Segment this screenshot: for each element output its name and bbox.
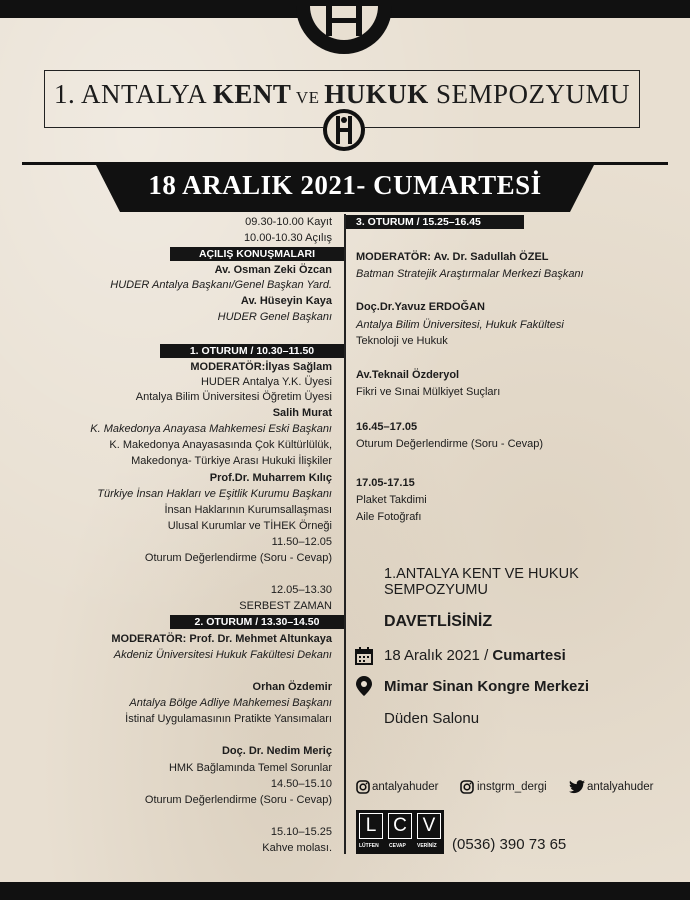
- invited-label: DAVETLİSİNİZ: [384, 613, 493, 630]
- coffee-break-label: Kahve molası.: [262, 842, 332, 854]
- evaluation-label: Oturum Değerlendirme (Soru - Cevap): [144, 552, 332, 564]
- speaker-name: Av. Osman Zeki Özcan: [214, 264, 332, 276]
- speaker-name: Salih Murat: [272, 407, 332, 419]
- evaluation-label: Oturum Değerlendirme (Soru - Cevap): [144, 794, 332, 806]
- session-3-header: 3. OTURUM / 15.25–16.45: [346, 215, 524, 229]
- family-photo-label: Aile Fotoğrafı: [356, 511, 422, 523]
- calendar-icon: [355, 647, 373, 665]
- speech-topic: Ulusal Kurumlar ve TİHEK Örneği: [167, 520, 332, 532]
- symposium-title: 1. ANTALYA KENT VE HUKUK SEMPOZYUMU: [53, 79, 631, 109]
- speech-topic: İstinaf Uygulamasının Pratikte Yansımaları: [125, 713, 332, 725]
- session-1-header: 1. OTURUM / 10.30–11.50: [160, 344, 344, 358]
- moderator-title: Batman Stratejik Araştırmalar Merkezi Başkanı: [356, 268, 584, 280]
- invite-title-line2: SEMPOZYUMU: [384, 582, 488, 598]
- moderator-name: MODERATÖR: Prof. Dr. Mehmet Altunkaya: [111, 633, 332, 645]
- speaker-name: Doç. Dr. Nedim Meriç: [221, 745, 332, 757]
- speaker-title: HUDER Genel Başkanı: [217, 311, 332, 323]
- speaker-title: Antalya Bölge Adliye Mahkemesi Başkanı: [129, 697, 332, 709]
- invite-date-text: 18 Aralık 2021: [384, 647, 480, 664]
- lcv-letter-c: C: [388, 813, 412, 839]
- rsvp-phone[interactable]: (0536) 390 73 65: [452, 836, 567, 853]
- speaker-name: Av.Teknail Özderyol: [356, 369, 460, 381]
- evaluation-time: 11.50–12.05: [271, 536, 332, 548]
- evaluation-time: 14.50–15.10: [270, 778, 332, 790]
- lcv-sub-2: CEVAP: [389, 843, 406, 849]
- registration-time: 09.30-10.00 Kayıt: [245, 216, 332, 228]
- invite-title-line1: 1.ANTALYA KENT VE HUKUK: [384, 566, 579, 582]
- instagram-icon: [356, 780, 370, 794]
- lcv-sub-1: LÜTFEN: [359, 843, 379, 849]
- moderator-title: HUDER Antalya Y.K. Üyesi: [200, 376, 332, 388]
- evaluation-time: 16.45–17.05: [356, 421, 418, 433]
- venue-name: Mimar Sinan Kongre Merkezi: [384, 678, 590, 695]
- moderator-name: MODERATÖR:İlyas Sağlam: [190, 361, 332, 373]
- speaker-name: Doç.Dr.Yavuz ERDOĞAN: [356, 301, 485, 313]
- plaque-time: 17.05-17.15: [356, 477, 415, 489]
- event-date: 18 ARALIK 2021- CUMARTESİ: [148, 170, 542, 200]
- location-pin-icon: [356, 676, 372, 696]
- speech-topic: HMK Bağlamında Temel Sorunlar: [168, 762, 332, 774]
- speech-topic: İnsan Haklarının Kurumsallaşması: [164, 504, 332, 516]
- coffee-break-time: 15.10–15.25: [270, 826, 332, 838]
- speaker-title: Antalya Bilim Üniversitesi, Hukuk Fakültesi: [356, 319, 564, 331]
- session-2-header: 2. OTURUM / 13.30–14.50: [170, 615, 344, 629]
- opening-speeches-header: AÇILIŞ KONUŞMALARI: [170, 247, 344, 261]
- hall-name: Düden Salonu: [384, 710, 480, 727]
- speech-topic: Makedonya- Türkiye Arası Hukuki İlişkiler: [131, 455, 332, 467]
- invite-date: 18 Aralık 2021 / Cumartesi: [384, 647, 566, 664]
- twitter-icon: [569, 780, 585, 794]
- opening-time: 10.00-10.30 Açılış: [243, 232, 332, 244]
- bottom-bar: [0, 882, 690, 900]
- speech-topic: Teknoloji ve Hukuk: [356, 335, 448, 347]
- lcv-letter-l: L: [359, 813, 383, 839]
- speaker-name: Orhan Özdemir: [252, 681, 332, 693]
- instagram-icon: [460, 780, 474, 794]
- invite-day-text: Cumartesi: [492, 647, 566, 664]
- moderator-name: MODERATÖR: Av. Dr. Sadullah ÖZEL: [356, 251, 549, 263]
- speaker-title: Türkiye İnsan Hakları ve Eşitlik Kurumu Başkanı: [97, 488, 332, 500]
- lcv-sub-3: VERİNİZ: [417, 843, 437, 849]
- lcv-letter-v: V: [417, 813, 441, 839]
- speech-topic: K. Makedonya Anayasasında Çok Kültürlülük,: [109, 439, 332, 451]
- moderator-title: Antalya Bilim Üniversitesi Öğretim Üyesi: [135, 391, 332, 403]
- speaker-title: K. Makedonya Anayasa Mahkemesi Eski Başkanı: [90, 423, 332, 435]
- huder-logo-top-icon: [292, 6, 396, 58]
- huder-logo-icon: [322, 108, 366, 152]
- instagram-handle[interactable]: antalyahuder: [372, 781, 439, 793]
- speech-topic: Fikri ve Sınai Mülkiyet Suçları: [356, 386, 501, 398]
- invite-title: [384, 566, 579, 598]
- lcv-logo: [356, 810, 444, 854]
- speaker-name: Av. Hüseyin Kaya: [240, 295, 332, 307]
- instagram-handle[interactable]: instgrm_dergi: [477, 781, 547, 793]
- speaker-name: Prof.Dr. Muharrem Kılıç: [209, 472, 332, 484]
- speaker-title: HUDER Antalya Başkanı/Genel Başkan Yard.: [110, 279, 332, 291]
- column-divider: [344, 214, 346, 854]
- plaque-label: Plaket Takdimi: [356, 494, 427, 506]
- twitter-handle[interactable]: antalyahuder: [587, 781, 654, 793]
- moderator-title: Akdeniz Üniversitesi Hukuk Fakültesi Dekanı: [113, 649, 332, 661]
- evaluation-label: Oturum Değerlendirme (Soru - Cevap): [356, 438, 544, 450]
- free-time-time: 12.05–13.30: [270, 584, 332, 596]
- free-time-label: SERBEST ZAMAN: [239, 600, 332, 612]
